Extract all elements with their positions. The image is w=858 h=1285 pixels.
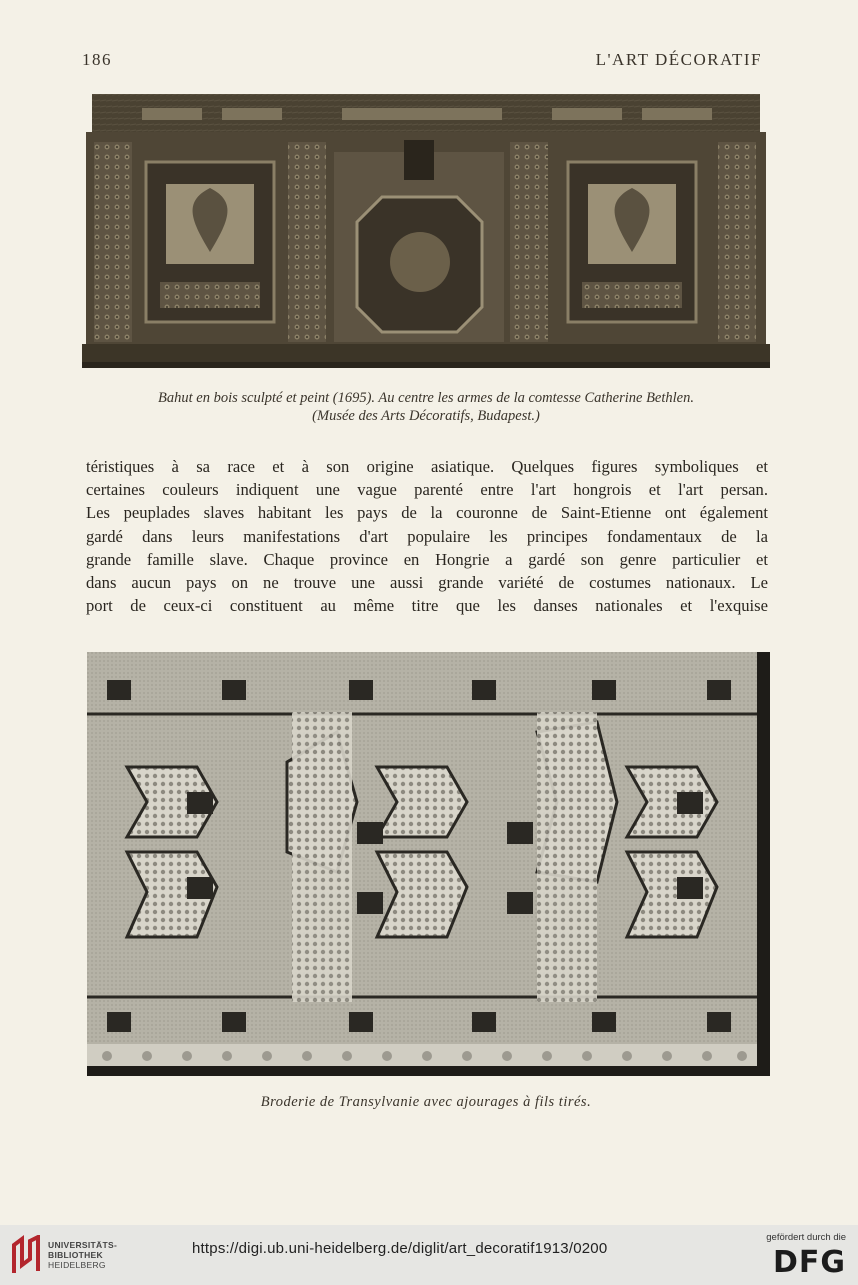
funded-by-label: gefördert durch die bbox=[766, 1232, 846, 1243]
library-name-line1: UNIVERSITÄTS- bbox=[48, 1240, 118, 1250]
embroidery-caption: Broderie de Transylvanie avec ajourages à fils tirés. bbox=[260, 1094, 592, 1110]
chest-photograph bbox=[82, 92, 770, 368]
chest-caption-line1: Bahut en bois sculpté et peint (1695). Au centre les armes de la comtesse Catherine Bethlen. bbox=[158, 390, 694, 406]
running-title: L'ART DÉCORATIF bbox=[595, 50, 762, 69]
page-header bbox=[82, 50, 762, 70]
university-library-logo-icon[interactable] bbox=[10, 1235, 44, 1277]
chest-caption bbox=[82, 389, 770, 425]
library-name[interactable] bbox=[48, 1240, 117, 1270]
body-line: port de ceux-ci constituent au même titre que les danses nationales et l'exquise bbox=[86, 596, 768, 616]
library-name-line2: BIBLIOTHEK bbox=[48, 1250, 103, 1260]
body-line: dans aucun pays on ne trouve une aussi grande variété de costumes nationaux. Le bbox=[86, 573, 768, 593]
viewer-footer bbox=[0, 1225, 858, 1285]
library-name-line3: HEIDELBERG bbox=[48, 1260, 106, 1270]
dfg-logo[interactable]: DFG bbox=[772, 1245, 846, 1280]
permalink-url[interactable]: https://digi.ub.uni-heidelberg.de/diglit/art_decoratif1913/0200 bbox=[192, 1240, 608, 1257]
body-line: Les peuplades slaves habitant les pays de la couronne de Saint-Etienne ont également bbox=[86, 503, 768, 523]
chest-caption-line2: (Musée des Arts Décoratifs, Budapest.) bbox=[312, 408, 540, 424]
body-line: gardé dans leurs manifestations d'art populaire les principes fondamentaux de la bbox=[86, 526, 768, 546]
page-number: 186 bbox=[82, 50, 112, 69]
body-paragraph bbox=[86, 455, 768, 617]
body-line: certaines couleurs indiquent une vague parenté entre l'art hongrois et l'art persan. bbox=[86, 480, 768, 500]
body-line: grande famille slave. Chaque province en Hongrie a gardé son genre particulier et bbox=[86, 549, 768, 569]
body-line: téristiques à sa race et à son origine asiatique. Quelques figures symboliques et bbox=[86, 457, 768, 476]
embroidery-photograph bbox=[87, 652, 770, 1076]
